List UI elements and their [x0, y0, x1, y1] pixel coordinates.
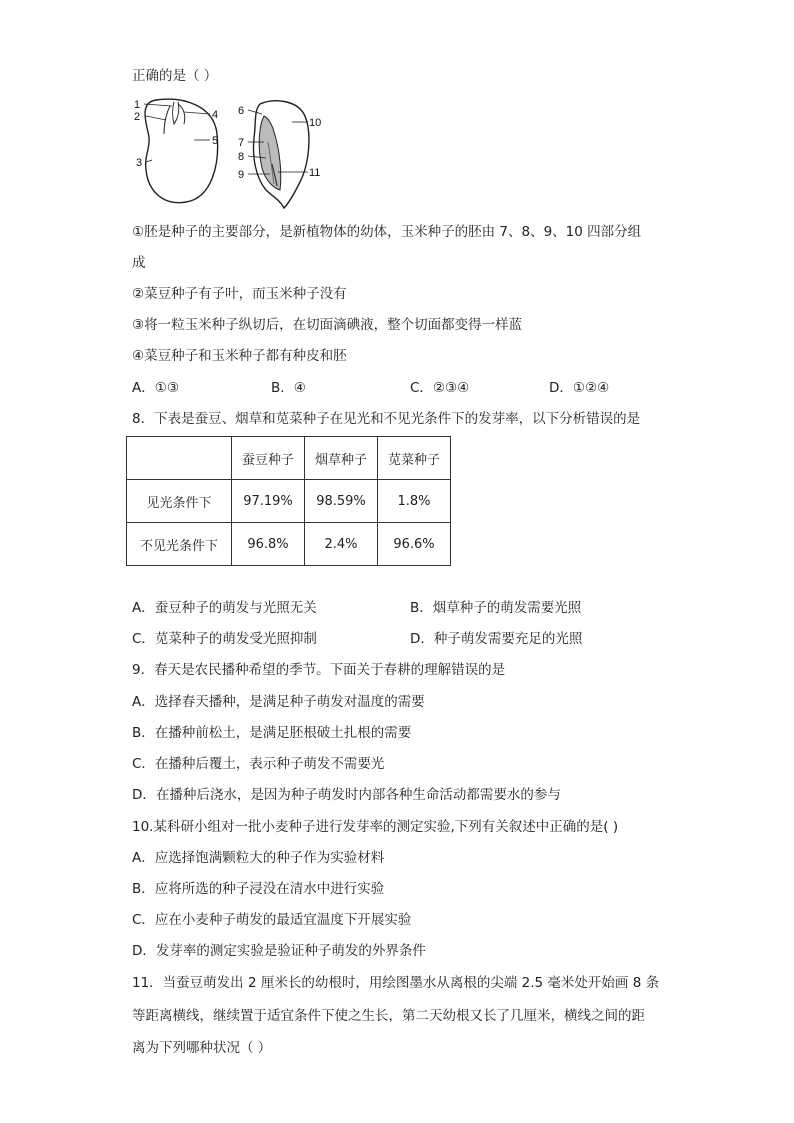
seed-diagram — [132, 94, 332, 209]
q7-option-d[interactable]: D．①②④ — [549, 380, 610, 396]
label-11: 11 — [309, 167, 321, 179]
q9-option-b[interactable]: B．在播种前松土，是满足胚根破土扎根的需要 — [132, 725, 412, 741]
q11-stem-line-2: 等距离横线，继续置于适宜条件下使之生长，第二天幼根又长了几厘米，横线之间的距 — [132, 1008, 645, 1024]
q7-statement-1-cont: 成 — [132, 255, 146, 271]
label-9: 9 — [238, 169, 245, 181]
q10-stem: 10.某科研小组对一批小麦种子进行发芽率的测定实验,下列有关叙述中正确的是( ) — [132, 819, 619, 835]
label-10: 10 — [309, 117, 322, 129]
q7-option-b[interactable]: B．④ — [271, 380, 306, 396]
label-5: 5 — [212, 135, 219, 147]
q11-stem-line-3: 离为下列哪种状况（ ） — [132, 1040, 272, 1056]
q8-stem: 8．下表是蚕豆、烟草和苋菜种子在见光和不见光条件下的发芽率，以下分析错误的是 — [132, 411, 641, 427]
label-7: 7 — [238, 137, 245, 149]
table-header-cell: 蚕豆种子 — [232, 437, 305, 480]
q7-stem-tail: 正确的是（ ） — [132, 68, 218, 84]
q8-option-d[interactable]: D．种子萌发需要充足的光照 — [410, 631, 583, 647]
q7-statement-2: ②菜豆种子有子叶，而玉米种子没有 — [132, 286, 347, 302]
q10-option-a[interactable]: A．应选择饱满颗粒大的种子作为实验材料 — [132, 850, 385, 866]
label-1: 1 — [134, 99, 141, 111]
q9-option-a[interactable]: A．选择春天播种，是满足种子萌发对温度的需要 — [132, 694, 425, 710]
q10-option-d[interactable]: D．发芽率的测定实验是验证种子萌发的外界条件 — [132, 943, 426, 959]
q7-statement-1: ①胚是种子的主要部分，是新植物体的幼体，玉米种子的胚由 7、8、9、10 四部分组 — [132, 224, 642, 240]
table-cell: 不见光条件下 — [127, 523, 232, 566]
q7-option-c[interactable]: C．②③④ — [410, 380, 470, 396]
table-header-cell: 苋菜种子 — [378, 437, 451, 480]
bean-seed-figure — [134, 99, 218, 203]
table-cell: 98.59% — [305, 480, 378, 523]
table-row — [127, 480, 451, 523]
q7-statement-3: ③将一粒玉米种子纵切后，在切面滴碘液，整个切面都变得一样蓝 — [132, 317, 523, 333]
table-header-cell — [127, 437, 232, 480]
label-2: 2 — [134, 111, 141, 123]
table-cell: 97.19% — [232, 480, 305, 523]
label-8: 8 — [238, 151, 245, 163]
table-cell: 96.6% — [378, 523, 451, 566]
q8-option-c[interactable]: C．苋菜种子的萌发受光照抑制 — [132, 631, 317, 647]
label-6: 6 — [238, 105, 245, 117]
corn-seed-figure — [238, 101, 321, 208]
q11-stem-line-1: 11．当蚕豆萌发出 2 厘米长的幼根时，用绘图墨水从离根的尖端 2.5 毫米处开始画 8 条 — [132, 975, 660, 991]
table-header-row — [127, 437, 451, 480]
table-cell: 96.8% — [232, 523, 305, 566]
q10-option-b[interactable]: B．应将所选的种子浸没在清水中进行实验 — [132, 881, 385, 897]
q9-option-d[interactable]: D．在播种后浇水，是因为种子萌发时内部各种生命活动都需要水的参与 — [132, 787, 561, 803]
table-row — [127, 523, 451, 566]
q7-statement-4: ④菜豆种子和玉米种子都有种皮和胚 — [132, 348, 347, 364]
q8-option-a[interactable]: A．蚕豆种子的萌发与光照无关 — [132, 600, 317, 616]
q7-option-a[interactable]: A．①③ — [132, 380, 179, 396]
label-3: 3 — [136, 157, 143, 169]
q10-option-c[interactable]: C．应在小麦种子萌发的最适宜温度下开展实验 — [132, 912, 412, 928]
table-cell: 见光条件下 — [127, 480, 232, 523]
table-cell: 2.4% — [305, 523, 378, 566]
table-header-cell: 烟草种子 — [305, 437, 378, 480]
q9-stem: 9．春天是农民播种希望的季节。下面关于春耕的理解错误的是 — [132, 662, 506, 678]
q8-option-b[interactable]: B．烟草种子的萌发需要光照 — [410, 600, 582, 616]
q9-option-c[interactable]: C．在播种后覆土，表示种子萌发不需要光 — [132, 756, 385, 772]
label-4: 4 — [212, 109, 219, 121]
germination-table — [126, 436, 451, 566]
table-cell: 1.8% — [378, 480, 451, 523]
